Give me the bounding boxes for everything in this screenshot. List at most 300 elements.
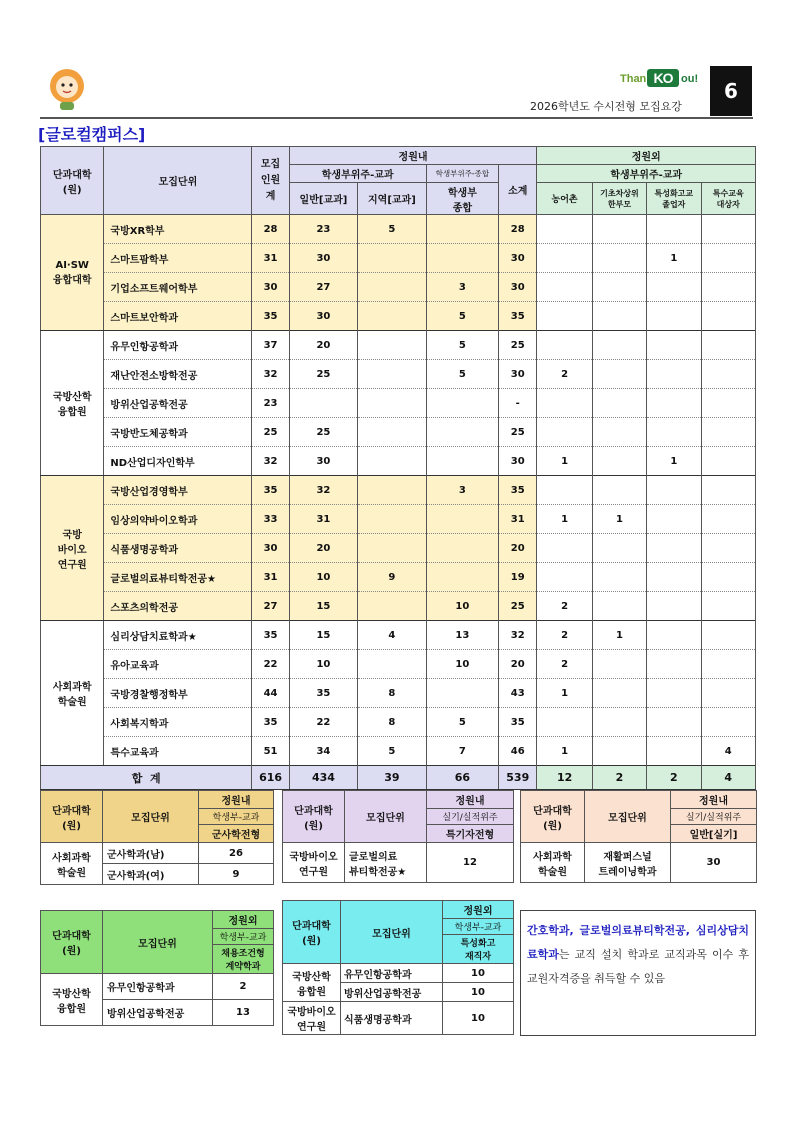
value-cell: [647, 534, 701, 563]
unit-cell: 글로벌의료뷰티학전공★: [104, 563, 252, 592]
unit-cell: 국방산업경영학부: [104, 476, 252, 505]
value-cell: [358, 592, 426, 621]
brand-text-right: ou!: [681, 73, 699, 85]
header-vocational: 특성화고교 졸업자: [647, 183, 701, 215]
college-cell: 사회과학 학술원: [41, 621, 104, 766]
box2-type-header: 실기/실적위주: [427, 809, 514, 825]
value-cell: [701, 273, 756, 302]
value-cell: 1: [537, 447, 592, 476]
unit-cell: 국방XR학부: [104, 215, 252, 244]
box4-college: 국방산학 융합원: [41, 974, 103, 1026]
box1-inside-header: 정원내: [199, 791, 274, 809]
value-cell: [701, 302, 756, 331]
value-cell: [289, 389, 357, 418]
header-unit: 모집단위: [104, 147, 252, 215]
box5-outside-header: 정원외: [443, 901, 514, 919]
box4-outside-header: 정원외: [213, 911, 274, 929]
value-cell: [537, 476, 592, 505]
value-cell: [701, 418, 756, 447]
table-row: [41, 389, 756, 418]
total-value: 66: [426, 766, 498, 790]
teaching-certificate-note: [520, 910, 756, 1036]
value-cell: [592, 302, 646, 331]
unit-cell: 재난안전소방학전공: [104, 360, 252, 389]
header-rule: [40, 117, 753, 119]
brand-text-ko: KO: [647, 69, 679, 87]
value-cell: 30: [252, 534, 289, 563]
value-cell: 10: [426, 592, 498, 621]
value-cell: 30: [499, 447, 537, 476]
value-cell: [647, 592, 701, 621]
unit-cell: 기업소프트웨어학부: [104, 273, 252, 302]
header-subtotal: 소계: [499, 165, 537, 215]
table-row: [41, 476, 756, 505]
admission-quota-table: [40, 146, 756, 790]
value-cell: [592, 215, 646, 244]
value-cell: [701, 389, 756, 418]
page-number: 6: [710, 66, 752, 116]
box5-sub-header: 특성화고 재직자: [443, 935, 514, 964]
value-cell: [537, 389, 592, 418]
value-cell: [358, 389, 426, 418]
value-cell: 1: [592, 621, 646, 650]
value-cell: [592, 679, 646, 708]
table-row: [41, 447, 756, 476]
header-college: 단과대학 (원): [41, 147, 104, 215]
value-cell: 25: [499, 418, 537, 447]
box1-value: 9: [199, 864, 274, 885]
value-cell: [537, 418, 592, 447]
unit-cell: 스포츠의학전공: [104, 592, 252, 621]
value-cell: 28: [499, 215, 537, 244]
value-cell: [426, 418, 498, 447]
value-cell: 22: [289, 708, 357, 737]
total-value: 4: [701, 766, 756, 790]
note-highlight: 간호학과, 글로벌의료뷰티학전공, 심리상담치료학과: [527, 924, 749, 961]
unit-cell: 국방반도체공학과: [104, 418, 252, 447]
value-cell: [701, 447, 756, 476]
total-row: [41, 766, 756, 790]
brand-text-left: Than: [620, 73, 647, 85]
header-compsub: 학생부 종합: [426, 183, 498, 215]
value-cell: 31: [289, 505, 357, 534]
value-cell: 25: [252, 418, 289, 447]
value-cell: 5: [426, 302, 498, 331]
value-cell: [701, 476, 756, 505]
value-cell: 2: [537, 360, 592, 389]
header-comp: 학생부위주-종합: [426, 165, 498, 183]
box2-sub-header: 특기자전형: [427, 825, 514, 843]
specialty-quota-table: [282, 790, 514, 883]
total-value: 39: [358, 766, 426, 790]
value-cell: [426, 447, 498, 476]
value-cell: [358, 476, 426, 505]
value-cell: 5: [426, 360, 498, 389]
value-cell: [647, 389, 701, 418]
box3-unit: 재활퍼스널 트레이닝학과: [585, 843, 671, 883]
value-cell: 27: [252, 592, 289, 621]
unit-cell: 사회복지학과: [104, 708, 252, 737]
box5-college: 국방바이오 연구원: [283, 1002, 341, 1035]
value-cell: [701, 650, 756, 679]
value-cell: [647, 679, 701, 708]
value-cell: 15: [289, 592, 357, 621]
table-row: [41, 273, 756, 302]
value-cell: [358, 360, 426, 389]
header-subj: 학생부위주-교과: [289, 165, 426, 183]
value-cell: 37: [252, 331, 289, 360]
header-special-ed: 특수교육 대상자: [701, 183, 756, 215]
value-cell: 35: [499, 708, 537, 737]
value-cell: [358, 505, 426, 534]
value-cell: 35: [289, 679, 357, 708]
header-general: 일반[교과]: [289, 183, 357, 215]
value-cell: [592, 244, 646, 273]
header-out-subj: 학생부위주-교과: [537, 165, 756, 183]
value-cell: 9: [358, 563, 426, 592]
value-cell: [592, 331, 646, 360]
value-cell: 7: [426, 737, 498, 766]
box1-type-header: 학생부-교과: [199, 809, 274, 825]
value-cell: 32: [289, 476, 357, 505]
value-cell: 20: [499, 534, 537, 563]
unit-cell: 방위산업공학전공: [104, 389, 252, 418]
value-cell: 31: [252, 563, 289, 592]
value-cell: 5: [358, 215, 426, 244]
value-cell: [701, 708, 756, 737]
value-cell: 10: [289, 563, 357, 592]
value-cell: 13: [426, 621, 498, 650]
box5-unit: 식품생명공학과: [341, 1002, 443, 1035]
value-cell: [537, 331, 592, 360]
value-cell: [358, 302, 426, 331]
value-cell: [358, 244, 426, 273]
box2-college: 국방바이오 연구원: [283, 843, 345, 883]
value-cell: [647, 650, 701, 679]
value-cell: 43: [499, 679, 537, 708]
value-cell: [647, 708, 701, 737]
box5-unit: 유무인항공학과: [341, 964, 443, 983]
value-cell: [537, 534, 592, 563]
value-cell: 30: [289, 244, 357, 273]
value-cell: 25: [289, 418, 357, 447]
value-cell: [426, 563, 498, 592]
box4-college-header: 단과대학 (원): [41, 911, 103, 974]
value-cell: 5: [426, 331, 498, 360]
value-cell: [358, 650, 426, 679]
table-row: [41, 302, 756, 331]
value-cell: 35: [499, 302, 537, 331]
value-cell: [647, 273, 701, 302]
value-cell: [592, 360, 646, 389]
box1-unit-header: 모집단위: [103, 791, 199, 843]
box5-value: 10: [443, 983, 514, 1002]
value-cell: [701, 215, 756, 244]
table-row: [41, 505, 756, 534]
header-regional: 지역[교과]: [358, 183, 426, 215]
unit-cell: 스마트보안학과: [104, 302, 252, 331]
value-cell: 32: [252, 447, 289, 476]
value-cell: 35: [252, 476, 289, 505]
value-cell: [701, 563, 756, 592]
box5-unit: 방위산업공학전공: [341, 983, 443, 1002]
box3-value: 30: [671, 843, 757, 883]
value-cell: [537, 215, 592, 244]
value-cell: 23: [289, 215, 357, 244]
value-cell: 28: [252, 215, 289, 244]
box4-sub-header: 채용조건형 계약학과: [213, 945, 274, 974]
unit-cell: 특수교육과: [104, 737, 252, 766]
box1-college: 사회과학 학술원: [41, 843, 103, 885]
brand-logo: [620, 68, 706, 90]
value-cell: 35: [252, 708, 289, 737]
value-cell: [592, 447, 646, 476]
value-cell: 15: [289, 621, 357, 650]
value-cell: [647, 476, 701, 505]
value-cell: 30: [499, 360, 537, 389]
value-cell: [537, 708, 592, 737]
box3-college-header: 단과대학 (원): [521, 791, 585, 843]
box5-value: 10: [443, 1002, 514, 1035]
total-value: 2: [647, 766, 701, 790]
value-cell: 22: [252, 650, 289, 679]
value-cell: [358, 273, 426, 302]
value-cell: [358, 331, 426, 360]
value-cell: [426, 679, 498, 708]
value-cell: [426, 215, 498, 244]
total-value: 616: [252, 766, 289, 790]
table-row: [41, 331, 756, 360]
value-cell: 1: [537, 737, 592, 766]
value-cell: 25: [289, 360, 357, 389]
value-cell: [358, 534, 426, 563]
value-cell: 34: [289, 737, 357, 766]
value-cell: 2: [537, 621, 592, 650]
value-cell: [701, 592, 756, 621]
table-row: [41, 650, 756, 679]
note-text: 는 교직 설치 학과로 교직과목 이수 후 교원자격증을 취득할 수 있음: [527, 948, 749, 985]
value-cell: 30: [499, 244, 537, 273]
box4-unit: 유무인항공학과: [103, 974, 213, 1000]
value-cell: 25: [499, 331, 537, 360]
value-cell: 31: [252, 244, 289, 273]
total-label: 합 계: [41, 766, 252, 790]
college-cell: AI·SW 융합대학: [41, 215, 104, 331]
value-cell: [592, 592, 646, 621]
table-row: [41, 621, 756, 650]
value-cell: 1: [592, 505, 646, 534]
value-cell: [647, 737, 701, 766]
header-rural: 농어촌: [537, 183, 592, 215]
box4-value: 13: [213, 1000, 274, 1026]
value-cell: [592, 476, 646, 505]
value-cell: [701, 244, 756, 273]
value-cell: 30: [499, 273, 537, 302]
value-cell: [592, 708, 646, 737]
box4-type-header: 학생부-교과: [213, 929, 274, 945]
unit-cell: 심리상담치료학과★: [104, 621, 252, 650]
value-cell: 3: [426, 476, 498, 505]
value-cell: [647, 302, 701, 331]
unit-cell: 유무인항공학과: [104, 331, 252, 360]
value-cell: [537, 273, 592, 302]
value-cell: 2: [537, 650, 592, 679]
value-cell: 23: [252, 389, 289, 418]
box5-unit-header: 모집단위: [341, 901, 443, 964]
table-row: [41, 244, 756, 273]
contract-quota-table: [40, 910, 274, 1026]
value-cell: 51: [252, 737, 289, 766]
value-cell: [426, 244, 498, 273]
box4-unit-header: 모집단위: [103, 911, 213, 974]
value-cell: [426, 534, 498, 563]
value-cell: 44: [252, 679, 289, 708]
vocational-worker-quota-table: [282, 900, 514, 1035]
header-inside: 정원내: [289, 147, 537, 165]
value-cell: [647, 418, 701, 447]
value-cell: [701, 679, 756, 708]
box1-college-header: 단과대학 (원): [41, 791, 103, 843]
box2-college-header: 단과대학 (원): [283, 791, 345, 843]
box5-college-header: 단과대학 (원): [283, 901, 341, 964]
value-cell: 46: [499, 737, 537, 766]
value-cell: 3: [426, 273, 498, 302]
value-cell: [592, 563, 646, 592]
value-cell: [701, 360, 756, 389]
value-cell: [537, 244, 592, 273]
unit-cell: 스마트팜학부: [104, 244, 252, 273]
unit-cell: 국방경찰행정학부: [104, 679, 252, 708]
unit-cell: 임상의약바이오학과: [104, 505, 252, 534]
value-cell: 10: [426, 650, 498, 679]
section-title: [글로컬캠퍼스]: [38, 125, 146, 144]
total-value: 539: [499, 766, 537, 790]
value-cell: [358, 447, 426, 476]
table-row: [41, 215, 756, 244]
value-cell: [426, 505, 498, 534]
value-cell: [592, 389, 646, 418]
box1-unit: 군사학과(남): [103, 843, 199, 864]
value-cell: [701, 331, 756, 360]
box4-value: 2: [213, 974, 274, 1000]
table-row: [41, 592, 756, 621]
value-cell: 33: [252, 505, 289, 534]
table-row: [41, 418, 756, 447]
value-cell: 35: [252, 621, 289, 650]
value-cell: 30: [289, 302, 357, 331]
value-cell: 8: [358, 679, 426, 708]
value-cell: 31: [499, 505, 537, 534]
guide-subtitle: 2026학년도 수시전형 모집요강: [530, 100, 682, 113]
value-cell: [701, 534, 756, 563]
value-cell: 1: [537, 679, 592, 708]
value-cell: 32: [499, 621, 537, 650]
box3-college: 사회과학 학술원: [521, 843, 585, 883]
total-value: 12: [537, 766, 592, 790]
college-cell: 국방산학 융합원: [41, 331, 104, 476]
value-cell: [537, 563, 592, 592]
value-cell: [592, 418, 646, 447]
value-cell: [358, 418, 426, 447]
value-cell: 5: [426, 708, 498, 737]
value-cell: [647, 563, 701, 592]
value-cell: [647, 621, 701, 650]
value-cell: 32: [252, 360, 289, 389]
box1-sub-header: 군사학전형: [199, 825, 274, 843]
unit-cell: ND산업디자인학부: [104, 447, 252, 476]
value-cell: [701, 621, 756, 650]
value-cell: 4: [701, 737, 756, 766]
value-cell: [701, 505, 756, 534]
box2-value: 12: [427, 843, 514, 883]
total-value: 434: [289, 766, 357, 790]
value-cell: -: [499, 389, 537, 418]
box2-unit-header: 모집단위: [345, 791, 427, 843]
table-row: [41, 360, 756, 389]
value-cell: 8: [358, 708, 426, 737]
value-cell: 4: [358, 621, 426, 650]
value-cell: [647, 505, 701, 534]
value-cell: [537, 302, 592, 331]
practical-quota-table: [520, 790, 757, 883]
box3-unit-header: 모집단위: [585, 791, 671, 843]
value-cell: 1: [647, 244, 701, 273]
box3-type-header: 실기/실적위주: [671, 809, 757, 825]
box5-college: 국방산학 융합원: [283, 964, 341, 1002]
military-quota-table: [40, 790, 274, 885]
box5-type-header: 학생부-교과: [443, 919, 514, 935]
box3-sub-header: 일반[실기]: [671, 825, 757, 843]
mascot-logo: [46, 66, 88, 112]
value-cell: [426, 389, 498, 418]
value-cell: 35: [252, 302, 289, 331]
value-cell: [592, 534, 646, 563]
value-cell: 27: [289, 273, 357, 302]
box5-value: 10: [443, 964, 514, 983]
value-cell: 2: [537, 592, 592, 621]
value-cell: [592, 737, 646, 766]
unit-cell: 유아교육과: [104, 650, 252, 679]
value-cell: [592, 650, 646, 679]
value-cell: [647, 360, 701, 389]
value-cell: [592, 273, 646, 302]
header-low-income: 기초차상위 한부모: [592, 183, 646, 215]
box1-unit: 군사학과(여): [103, 864, 199, 885]
value-cell: 5: [358, 737, 426, 766]
value-cell: [647, 331, 701, 360]
value-cell: [647, 215, 701, 244]
total-value: 2: [592, 766, 646, 790]
value-cell: 30: [289, 447, 357, 476]
table-row: [41, 563, 756, 592]
value-cell: 20: [289, 534, 357, 563]
table-row: [41, 708, 756, 737]
value-cell: 1: [647, 447, 701, 476]
value-cell: 30: [252, 273, 289, 302]
table-row: [41, 737, 756, 766]
value-cell: 20: [289, 331, 357, 360]
value-cell: 19: [499, 563, 537, 592]
box2-inside-header: 정원내: [427, 791, 514, 809]
header-outside: 정원외: [537, 147, 756, 165]
box3-inside-header: 정원내: [671, 791, 757, 809]
value-cell: 20: [499, 650, 537, 679]
value-cell: 35: [499, 476, 537, 505]
value-cell: 10: [289, 650, 357, 679]
table-row: [41, 679, 756, 708]
value-cell: 25: [499, 592, 537, 621]
box1-value: 26: [199, 843, 274, 864]
